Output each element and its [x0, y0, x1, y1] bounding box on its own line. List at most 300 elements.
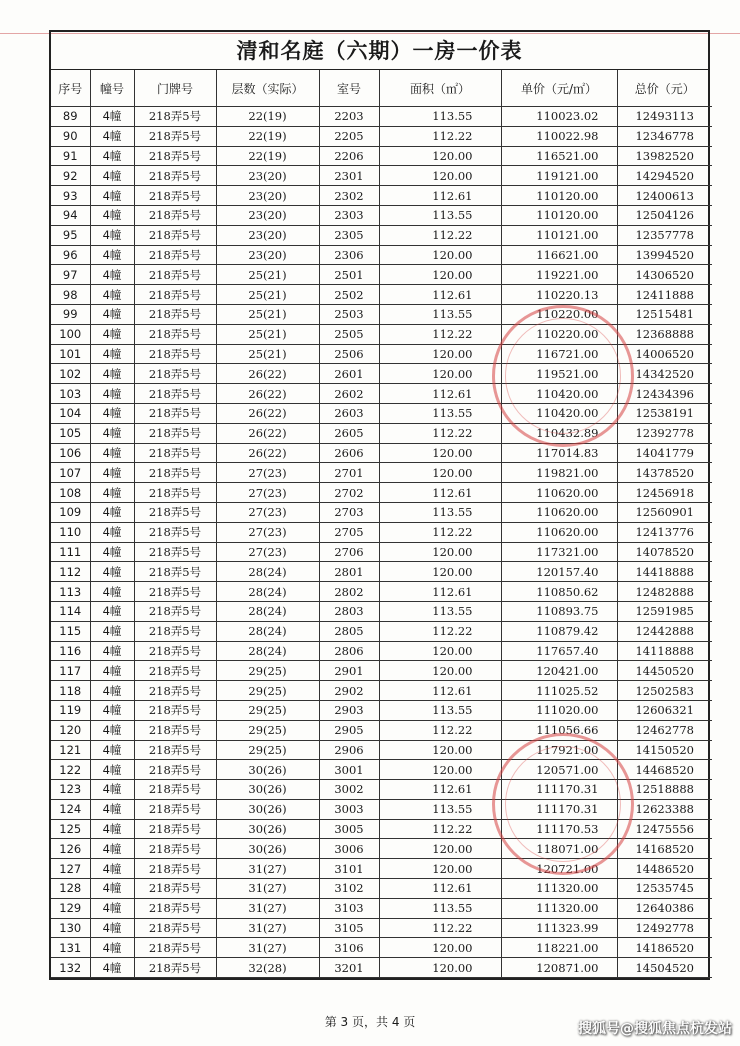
cell-index: 128	[51, 879, 90, 899]
cell-area: 112.61	[379, 483, 501, 503]
cell-floor: 31(27)	[216, 859, 319, 879]
cell-building: 4幢	[90, 166, 134, 186]
cell-unit-price: 120421.00	[501, 661, 617, 681]
col-header-address: 门牌号	[134, 70, 216, 107]
cell-index: 94	[51, 205, 90, 225]
cell-address: 218弄5号	[134, 443, 216, 463]
cell-total-price: 12357778	[617, 225, 712, 245]
cell-area: 112.22	[379, 918, 501, 938]
cell-area: 120.00	[379, 839, 501, 859]
cell-unit-price: 118221.00	[501, 938, 617, 958]
cell-address: 218弄5号	[134, 107, 216, 127]
table-row	[51, 542, 712, 562]
table-row	[51, 483, 712, 503]
cell-total-price: 12368888	[617, 324, 712, 344]
cell-building: 4幢	[90, 423, 134, 443]
cell-building: 4幢	[90, 403, 134, 423]
cell-address: 218弄5号	[134, 522, 216, 542]
cell-index: 93	[51, 186, 90, 206]
cell-address: 218弄5号	[134, 324, 216, 344]
cell-floor: 27(23)	[216, 483, 319, 503]
cell-room: 3106	[319, 938, 379, 958]
cell-unit-price: 110620.00	[501, 522, 617, 542]
table-row	[51, 304, 712, 324]
cell-unit-price: 110220.00	[501, 324, 617, 344]
cell-total-price: 14150520	[617, 740, 712, 760]
cell-area: 112.22	[379, 819, 501, 839]
cell-building: 4幢	[90, 324, 134, 344]
cell-area: 112.61	[379, 384, 501, 404]
cell-building: 4幢	[90, 681, 134, 701]
cell-index: 107	[51, 463, 90, 483]
cell-address: 218弄5号	[134, 225, 216, 245]
cell-total-price: 12456918	[617, 483, 712, 503]
table-row	[51, 562, 712, 582]
cell-room: 2203	[319, 107, 379, 127]
cell-area: 120.00	[379, 958, 501, 978]
cell-building: 4幢	[90, 522, 134, 542]
cell-total-price: 12591985	[617, 601, 712, 621]
cell-index: 106	[51, 443, 90, 463]
cell-area: 113.55	[379, 403, 501, 423]
cell-building: 4幢	[90, 740, 134, 760]
cell-floor: 25(21)	[216, 285, 319, 305]
cell-building: 4幢	[90, 958, 134, 978]
cell-index: 109	[51, 502, 90, 522]
cell-room: 2801	[319, 562, 379, 582]
cell-unit-price: 110879.42	[501, 621, 617, 641]
cell-floor: 29(25)	[216, 661, 319, 681]
cell-floor: 25(21)	[216, 324, 319, 344]
table-row	[51, 443, 712, 463]
cell-floor: 32(28)	[216, 958, 319, 978]
cell-address: 218弄5号	[134, 344, 216, 364]
cell-index: 102	[51, 364, 90, 384]
cell-floor: 30(26)	[216, 780, 319, 800]
cell-unit-price: 110220.13	[501, 285, 617, 305]
table-row	[51, 107, 712, 127]
cell-unit-price: 111323.99	[501, 918, 617, 938]
cell-room: 2301	[319, 166, 379, 186]
cell-address: 218弄5号	[134, 958, 216, 978]
table-row	[51, 146, 712, 166]
cell-address: 218弄5号	[134, 205, 216, 225]
cell-area: 113.55	[379, 107, 501, 127]
cell-building: 4幢	[90, 582, 134, 602]
cell-room: 2606	[319, 443, 379, 463]
cell-floor: 26(22)	[216, 364, 319, 384]
cell-floor: 30(26)	[216, 819, 319, 839]
cell-address: 218弄5号	[134, 681, 216, 701]
cell-unit-price: 111170.31	[501, 780, 617, 800]
cell-index: 91	[51, 146, 90, 166]
cell-building: 4幢	[90, 225, 134, 245]
cell-index: 114	[51, 601, 90, 621]
cell-building: 4幢	[90, 107, 134, 127]
cell-address: 218弄5号	[134, 502, 216, 522]
cell-index: 105	[51, 423, 90, 443]
table-row	[51, 225, 712, 245]
cell-room: 3002	[319, 780, 379, 800]
cell-building: 4幢	[90, 245, 134, 265]
cell-room: 2502	[319, 285, 379, 305]
cell-total-price: 12442888	[617, 621, 712, 641]
cell-unit-price: 110850.62	[501, 582, 617, 602]
table-row	[51, 918, 712, 938]
cell-index: 125	[51, 819, 90, 839]
cell-area: 120.00	[379, 463, 501, 483]
table-row	[51, 344, 712, 364]
cell-unit-price: 118071.00	[501, 839, 617, 859]
cell-total-price: 14118888	[617, 641, 712, 661]
price-table	[51, 70, 712, 978]
cell-floor: 25(21)	[216, 344, 319, 364]
cell-index: 101	[51, 344, 90, 364]
cell-room: 2701	[319, 463, 379, 483]
cell-area: 112.61	[379, 780, 501, 800]
cell-unit-price: 119821.00	[501, 463, 617, 483]
cell-floor: 27(23)	[216, 522, 319, 542]
cell-area: 112.61	[379, 285, 501, 305]
cell-address: 218弄5号	[134, 562, 216, 582]
cell-area: 120.00	[379, 740, 501, 760]
cell-area: 120.00	[379, 859, 501, 879]
cell-unit-price: 120721.00	[501, 859, 617, 879]
cell-total-price: 14294520	[617, 166, 712, 186]
cell-unit-price: 111320.00	[501, 879, 617, 899]
cell-room: 2206	[319, 146, 379, 166]
cell-floor: 31(27)	[216, 918, 319, 938]
cell-index: 126	[51, 839, 90, 859]
cell-total-price: 12560901	[617, 502, 712, 522]
cell-total-price: 12640386	[617, 898, 712, 918]
cell-total-price: 12515481	[617, 304, 712, 324]
table-row	[51, 463, 712, 483]
cell-room: 3103	[319, 898, 379, 918]
cell-unit-price: 111320.00	[501, 898, 617, 918]
cell-total-price: 14418888	[617, 562, 712, 582]
cell-index: 116	[51, 641, 90, 661]
cell-address: 218弄5号	[134, 542, 216, 562]
page-footer: 第 3 页，共 4 页	[324, 1015, 416, 1029]
cell-address: 218弄5号	[134, 483, 216, 503]
cell-floor: 28(24)	[216, 621, 319, 641]
cell-floor: 26(22)	[216, 443, 319, 463]
cell-address: 218弄5号	[134, 700, 216, 720]
cell-building: 4幢	[90, 384, 134, 404]
cell-building: 4幢	[90, 938, 134, 958]
cell-building: 4幢	[90, 483, 134, 503]
table-row	[51, 859, 712, 879]
col-header-total-price: 总价（元）	[617, 70, 712, 107]
cell-building: 4幢	[90, 304, 134, 324]
col-header-floor: 层数（实际）	[216, 70, 319, 107]
table-row	[51, 799, 712, 819]
cell-room: 2205	[319, 126, 379, 146]
cell-floor: 31(27)	[216, 879, 319, 899]
cell-floor: 23(20)	[216, 166, 319, 186]
table-row	[51, 324, 712, 344]
cell-total-price: 14504520	[617, 958, 712, 978]
cell-index: 113	[51, 582, 90, 602]
cell-room: 2906	[319, 740, 379, 760]
cell-floor: 25(21)	[216, 265, 319, 285]
cell-unit-price: 111170.31	[501, 799, 617, 819]
cell-total-price: 12623388	[617, 799, 712, 819]
cell-floor: 26(22)	[216, 384, 319, 404]
cell-address: 218弄5号	[134, 898, 216, 918]
cell-room: 2806	[319, 641, 379, 661]
cell-building: 4幢	[90, 344, 134, 364]
cell-total-price: 14306520	[617, 265, 712, 285]
table-row	[51, 898, 712, 918]
cell-index: 118	[51, 681, 90, 701]
cell-address: 218弄5号	[134, 582, 216, 602]
cell-total-price: 12493113	[617, 107, 712, 127]
cell-room: 3001	[319, 760, 379, 780]
cell-building: 4幢	[90, 879, 134, 899]
cell-area: 120.00	[379, 443, 501, 463]
table-row	[51, 205, 712, 225]
cell-room: 3201	[319, 958, 379, 978]
table-row	[51, 364, 712, 384]
table-row	[51, 126, 712, 146]
cell-unit-price: 110893.75	[501, 601, 617, 621]
cell-unit-price: 110120.00	[501, 205, 617, 225]
cell-area: 112.22	[379, 423, 501, 443]
cell-address: 218弄5号	[134, 186, 216, 206]
cell-index: 92	[51, 166, 90, 186]
cell-floor: 31(27)	[216, 938, 319, 958]
cell-total-price: 12434396	[617, 384, 712, 404]
cell-index: 127	[51, 859, 90, 879]
cell-room: 2305	[319, 225, 379, 245]
cell-address: 218弄5号	[134, 463, 216, 483]
cell-room: 2605	[319, 423, 379, 443]
cell-index: 100	[51, 324, 90, 344]
cell-address: 218弄5号	[134, 146, 216, 166]
cell-unit-price: 119221.00	[501, 265, 617, 285]
cell-building: 4幢	[90, 601, 134, 621]
cell-address: 218弄5号	[134, 265, 216, 285]
cell-room: 2306	[319, 245, 379, 265]
cell-area: 120.00	[379, 166, 501, 186]
cell-total-price: 12504126	[617, 205, 712, 225]
cell-unit-price: 117321.00	[501, 542, 617, 562]
cell-floor: 22(19)	[216, 107, 319, 127]
table-header-row	[51, 70, 712, 107]
cell-floor: 23(20)	[216, 205, 319, 225]
cell-area: 120.00	[379, 146, 501, 166]
cell-room: 3102	[319, 879, 379, 899]
cell-floor: 26(22)	[216, 423, 319, 443]
cell-total-price: 12411888	[617, 285, 712, 305]
cell-address: 218弄5号	[134, 245, 216, 265]
cell-floor: 22(19)	[216, 126, 319, 146]
cell-address: 218弄5号	[134, 938, 216, 958]
cell-area: 112.61	[379, 879, 501, 899]
cell-index: 89	[51, 107, 90, 127]
cell-address: 218弄5号	[134, 780, 216, 800]
cell-address: 218弄5号	[134, 423, 216, 443]
cell-area: 120.00	[379, 938, 501, 958]
cell-index: 104	[51, 403, 90, 423]
cell-building: 4幢	[90, 760, 134, 780]
cell-index: 130	[51, 918, 90, 938]
cell-unit-price: 110620.00	[501, 483, 617, 503]
cell-room: 2805	[319, 621, 379, 641]
cell-total-price: 12492778	[617, 918, 712, 938]
table-row	[51, 839, 712, 859]
cell-building: 4幢	[90, 641, 134, 661]
cell-building: 4幢	[90, 621, 134, 641]
cell-index: 124	[51, 799, 90, 819]
cell-address: 218弄5号	[134, 403, 216, 423]
cell-building: 4幢	[90, 443, 134, 463]
cell-floor: 23(20)	[216, 245, 319, 265]
cell-total-price: 14342520	[617, 364, 712, 384]
cell-room: 2601	[319, 364, 379, 384]
table-row	[51, 760, 712, 780]
cell-room: 2902	[319, 681, 379, 701]
cell-area: 112.22	[379, 324, 501, 344]
col-header-building: 幢号	[90, 70, 134, 107]
cell-floor: 28(24)	[216, 601, 319, 621]
cell-total-price: 12518888	[617, 780, 712, 800]
cell-building: 4幢	[90, 799, 134, 819]
cell-area: 120.00	[379, 344, 501, 364]
cell-address: 218弄5号	[134, 384, 216, 404]
cell-total-price: 14468520	[617, 760, 712, 780]
cell-address: 218弄5号	[134, 839, 216, 859]
cell-unit-price: 117921.00	[501, 740, 617, 760]
table-row	[51, 780, 712, 800]
cell-room: 3005	[319, 819, 379, 839]
table-row	[51, 661, 712, 681]
cell-room: 2803	[319, 601, 379, 621]
cell-room: 3101	[319, 859, 379, 879]
cell-building: 4幢	[90, 542, 134, 562]
col-header-room: 室号	[319, 70, 379, 107]
cell-address: 218弄5号	[134, 740, 216, 760]
cell-building: 4幢	[90, 463, 134, 483]
cell-index: 90	[51, 126, 90, 146]
cell-floor: 27(23)	[216, 502, 319, 522]
cell-area: 120.00	[379, 641, 501, 661]
cell-building: 4幢	[90, 265, 134, 285]
cell-address: 218弄5号	[134, 918, 216, 938]
cell-room: 2506	[319, 344, 379, 364]
cell-room: 2302	[319, 186, 379, 206]
cell-total-price: 14041779	[617, 443, 712, 463]
table-row	[51, 423, 712, 443]
table-row	[51, 166, 712, 186]
cell-building: 4幢	[90, 205, 134, 225]
cell-address: 218弄5号	[134, 799, 216, 819]
cell-floor: 29(25)	[216, 700, 319, 720]
cell-unit-price: 117014.83	[501, 443, 617, 463]
table-row	[51, 958, 712, 978]
cell-building: 4幢	[90, 285, 134, 305]
table-row	[51, 601, 712, 621]
cell-floor: 30(26)	[216, 839, 319, 859]
cell-total-price: 13994520	[617, 245, 712, 265]
table-row	[51, 641, 712, 661]
col-header-unit-price: 单价（元/㎡）	[501, 70, 617, 107]
cell-total-price: 12346778	[617, 126, 712, 146]
cell-area: 113.55	[379, 799, 501, 819]
cell-total-price: 12535745	[617, 879, 712, 899]
cell-floor: 29(25)	[216, 681, 319, 701]
cell-building: 4幢	[90, 364, 134, 384]
cell-area: 120.00	[379, 364, 501, 384]
table-row	[51, 265, 712, 285]
table-row	[51, 403, 712, 423]
cell-area: 120.00	[379, 245, 501, 265]
cell-index: 122	[51, 760, 90, 780]
table-row	[51, 938, 712, 958]
cell-area: 112.61	[379, 582, 501, 602]
cell-index: 121	[51, 740, 90, 760]
cell-area: 120.00	[379, 562, 501, 582]
cell-room: 2802	[319, 582, 379, 602]
cell-room: 2303	[319, 205, 379, 225]
cell-address: 218弄5号	[134, 126, 216, 146]
cell-building: 4幢	[90, 720, 134, 740]
cell-area: 120.00	[379, 265, 501, 285]
cell-unit-price: 117657.40	[501, 641, 617, 661]
cell-unit-price: 111025.52	[501, 681, 617, 701]
cell-floor: 30(26)	[216, 799, 319, 819]
table-row	[51, 720, 712, 740]
cell-address: 218弄5号	[134, 720, 216, 740]
cell-total-price: 14186520	[617, 938, 712, 958]
cell-index: 108	[51, 483, 90, 503]
cell-index: 119	[51, 700, 90, 720]
cell-unit-price: 116521.00	[501, 146, 617, 166]
cell-unit-price: 111170.53	[501, 819, 617, 839]
cell-area: 120.00	[379, 661, 501, 681]
cell-building: 4幢	[90, 819, 134, 839]
cell-index: 98	[51, 285, 90, 305]
cell-address: 218弄5号	[134, 285, 216, 305]
cell-floor: 29(25)	[216, 740, 319, 760]
table-row	[51, 879, 712, 899]
cell-building: 4幢	[90, 126, 134, 146]
table-row	[51, 245, 712, 265]
cell-floor: 23(20)	[216, 186, 319, 206]
cell-unit-price: 116721.00	[501, 344, 617, 364]
cell-floor: 23(20)	[216, 225, 319, 245]
cell-unit-price: 110620.00	[501, 502, 617, 522]
cell-room: 3003	[319, 799, 379, 819]
cell-unit-price: 116621.00	[501, 245, 617, 265]
cell-floor: 22(19)	[216, 146, 319, 166]
document-title: 清和名庭（六期）一房一价表	[51, 32, 708, 70]
col-header-area: 面积（㎡）	[379, 70, 501, 107]
cell-floor: 28(24)	[216, 582, 319, 602]
table-row	[51, 582, 712, 602]
cell-building: 4幢	[90, 918, 134, 938]
cell-area: 120.00	[379, 542, 501, 562]
cell-address: 218弄5号	[134, 859, 216, 879]
cell-floor: 31(27)	[216, 898, 319, 918]
cell-area: 113.55	[379, 601, 501, 621]
cell-index: 120	[51, 720, 90, 740]
cell-room: 2602	[319, 384, 379, 404]
cell-total-price: 14486520	[617, 859, 712, 879]
cell-unit-price: 119121.00	[501, 166, 617, 186]
